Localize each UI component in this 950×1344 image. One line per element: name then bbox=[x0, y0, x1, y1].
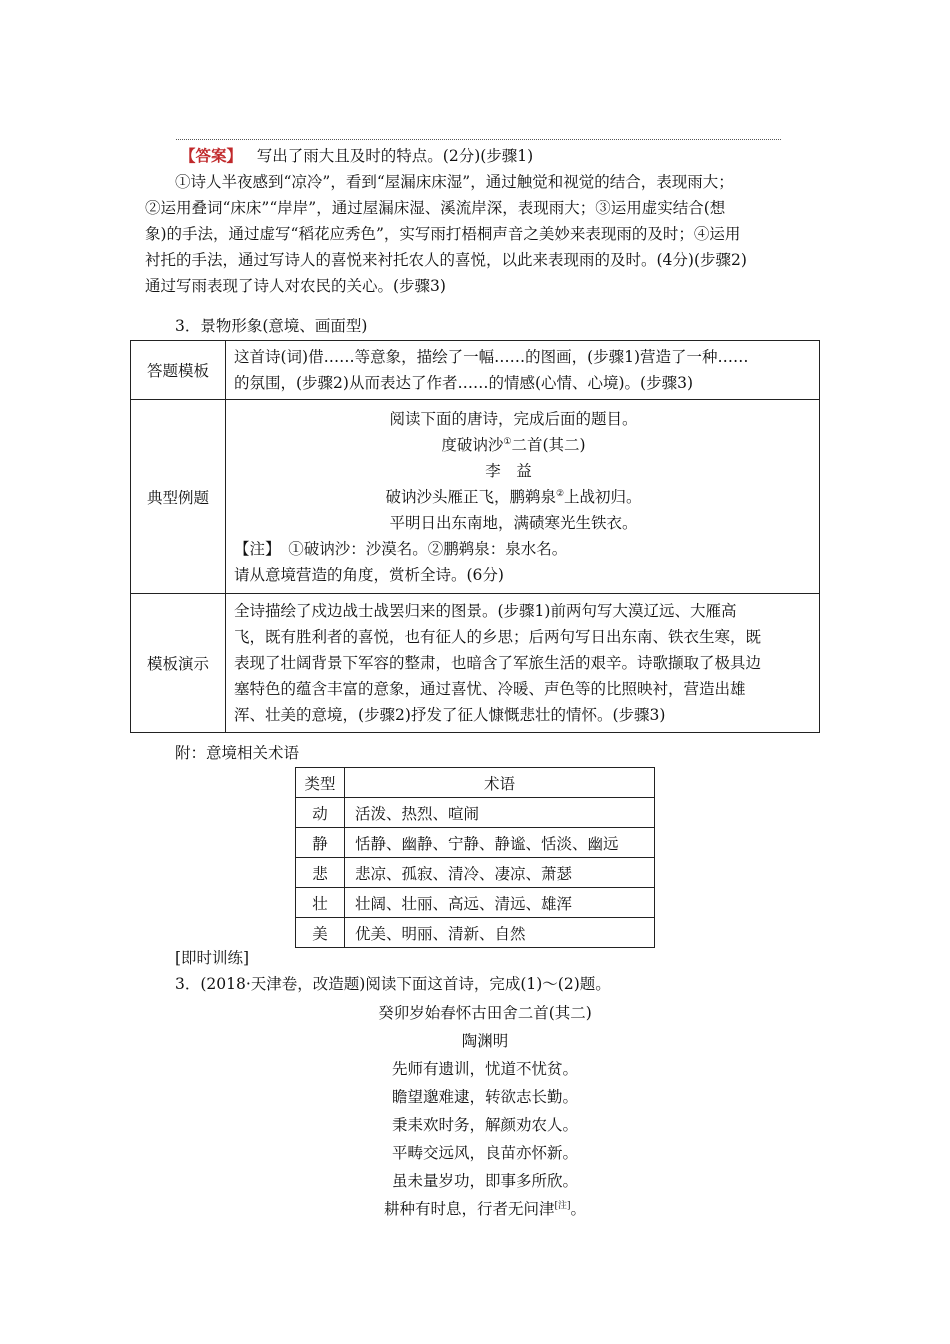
example-verse bbox=[234, 484, 813, 510]
answer-line: ①诗人半夜感到“凉冷”，看到“屋漏床床湿”，通过触觉和视觉的结合，表现雨大； bbox=[175, 173, 734, 191]
terms-cell: 恬静、幽静、宁静、静谧、恬淡、幽远 bbox=[345, 828, 655, 858]
verse-text: 破讷沙头雁正飞，鹏鹈泉 bbox=[385, 487, 556, 506]
table-row bbox=[131, 341, 820, 400]
table-row bbox=[131, 400, 820, 594]
poem-title-text: 度破讷沙 bbox=[441, 435, 504, 454]
terms-cell: 壮阔、壮丽、高远、清远、雄浑 bbox=[345, 888, 655, 918]
table-row bbox=[131, 594, 820, 733]
poem-block bbox=[145, 999, 825, 1223]
separator-dotted-line bbox=[176, 139, 781, 140]
terms-table bbox=[295, 767, 655, 948]
header-cell: 术语 bbox=[345, 768, 655, 798]
answer-line: 通过写雨表现了诗人对农民的关心。(步骤3) bbox=[145, 277, 446, 295]
answer-first-line bbox=[145, 143, 825, 169]
example-author: 李 益 bbox=[485, 461, 532, 480]
footnote-mark: [注] bbox=[554, 1201, 571, 1211]
table-row bbox=[296, 858, 655, 888]
content-line: 全诗描绘了戍边战士战罢归来的图景。(步骤1)前两句写大漠辽远、大雁高 bbox=[234, 602, 737, 620]
terms-cell: 优美、明丽、清新、自然 bbox=[345, 918, 655, 948]
verse-text: 上战初归。 bbox=[564, 487, 642, 506]
table-header-row bbox=[296, 768, 655, 798]
type-cell: 壮 bbox=[296, 888, 345, 918]
type-cell: 美 bbox=[296, 918, 345, 948]
poem-line bbox=[145, 1195, 825, 1223]
poem-line-end: 。 bbox=[570, 1200, 587, 1218]
terms-cell: 悲凉、孤寂、清冷、凄凉、萧瑟 bbox=[345, 858, 655, 888]
type-cell: 动 bbox=[296, 798, 345, 828]
poem-line: 先师有遗训，忧道不忧贫。 bbox=[391, 1060, 578, 1078]
row-content bbox=[226, 400, 820, 594]
poem-title: 癸卯岁始春怀古田舍二首(其二) bbox=[378, 1004, 592, 1022]
poem-line: 瞻望邈难逮，转欲志长勤。 bbox=[391, 1088, 578, 1106]
table-row bbox=[296, 888, 655, 918]
type-cell: 静 bbox=[296, 828, 345, 858]
row-content bbox=[226, 341, 820, 400]
example-intro: 阅读下面的唐诗，完成后面的题目。 bbox=[389, 409, 638, 428]
table-row bbox=[296, 798, 655, 828]
terms-cell: 活泼、热烈、喧闹 bbox=[345, 798, 655, 828]
type-cell: 悲 bbox=[296, 858, 345, 888]
poem-line: 虽未量岁功，即事多所欣。 bbox=[391, 1172, 578, 1190]
table-row bbox=[296, 918, 655, 948]
template-table bbox=[130, 340, 820, 733]
content-line: 浑、壮美的意境，(步骤2)抒发了征人慷慨悲壮的情怀。(步骤3) bbox=[234, 706, 666, 724]
appendix-title: 附：意境相关术语 bbox=[175, 744, 300, 762]
content-line: 塞特色的蕴含丰富的意象，通过喜忧、冷暖、声色等的比照映衬，营造出雄 bbox=[234, 680, 746, 698]
header-cell: 类型 bbox=[296, 768, 345, 798]
row-content bbox=[226, 594, 820, 733]
poem-line-text: 耕种有时息，行者无问津 bbox=[383, 1200, 555, 1218]
content-line: 这首诗(词)借……等意象，描绘了一幅……的图画，(步骤1)营造了一种…… bbox=[234, 348, 749, 366]
poem-line: 平畴交远风，良苗亦怀新。 bbox=[391, 1144, 578, 1162]
section-title-row bbox=[175, 313, 855, 339]
answer-tag: 【答案】 bbox=[180, 146, 243, 165]
answer-line: 象)的手法，通过虚写“稻花应秀色”，实写雨打梧桐声音之美妙来表现雨的及时；④运用 bbox=[145, 225, 741, 243]
example-poem-title bbox=[234, 432, 813, 458]
table-row bbox=[296, 828, 655, 858]
poem-title-rest: 二首(其二) bbox=[511, 435, 586, 454]
footnote-mark: ① bbox=[503, 436, 512, 447]
answer-line: ②运用叠词“床床”“岸岸”，通过屋漏床湿、溪流岸深，表现雨大；③运用虚实结合(想 bbox=[145, 199, 726, 217]
example-verse: 平明日出东南地，满碛寒光生铁衣。 bbox=[389, 513, 638, 532]
row-label: 答题模板 bbox=[131, 341, 226, 400]
example-note: 【注】 ①破讷沙：沙漠名。②鹏鹈泉：泉水名。 bbox=[234, 539, 568, 558]
footnote-mark: ② bbox=[555, 488, 565, 499]
answer-block bbox=[145, 143, 825, 299]
question-3: 3．(2018·天津卷，改造题)阅读下面这首诗，完成(1)～(2)题。 bbox=[175, 975, 611, 993]
training-block bbox=[175, 945, 855, 997]
answer-first-text: 写出了雨大且及时的特点。(2分)(步骤1) bbox=[256, 147, 534, 165]
answer-line: 衬托的手法，通过写诗人的喜悦来衬托农人的喜悦，以此来表现雨的及时。(4分)(步骤2) bbox=[145, 251, 747, 269]
row-label: 模板演示 bbox=[131, 594, 226, 733]
content-line: 飞，既有胜利者的喜悦，也有征人的乡思；后两句写日出东南、铁衣生寒，既 bbox=[234, 628, 762, 646]
poem-author: 陶渊明 bbox=[461, 1032, 509, 1050]
poem-line: 秉耒欢时务，解颜劝农人。 bbox=[391, 1116, 578, 1134]
example-question: 请从意境营造的角度，赏析全诗。(6分) bbox=[234, 565, 504, 584]
content-line: 表现了壮阔背景下军容的整肃，也暗含了军旅生活的艰辛。诗歌撷取了极具边 bbox=[234, 654, 762, 672]
training-label: [即时训练] bbox=[175, 949, 250, 967]
row-label: 典型例题 bbox=[131, 400, 226, 594]
content-line: 的氛围，(步骤2)从而表达了作者……的情感(心情、心境)。(步骤3) bbox=[234, 374, 694, 392]
section-title: 3．景物形象(意境、画面型) bbox=[175, 317, 368, 335]
appendix-row bbox=[175, 740, 855, 766]
